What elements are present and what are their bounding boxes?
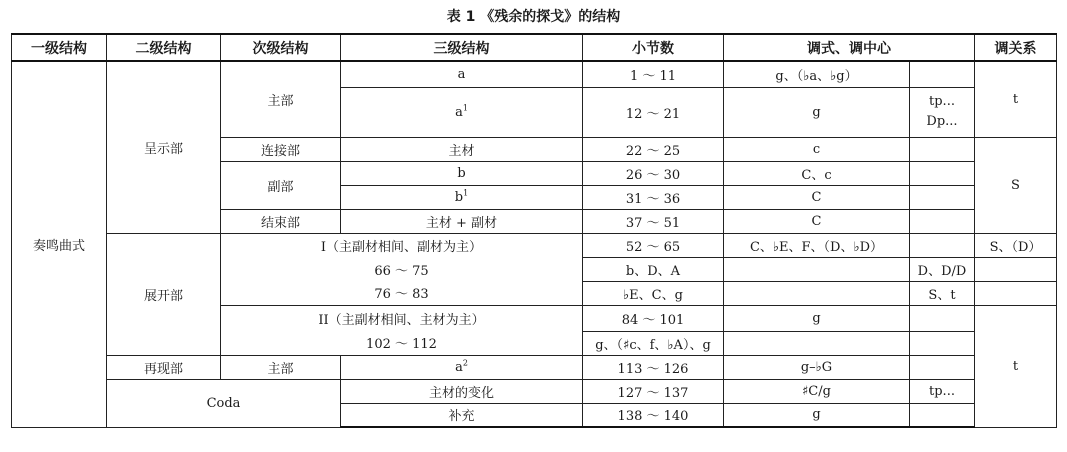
header-relation: 调关系	[975, 34, 1057, 61]
cell-level3-a2	[341, 355, 583, 379]
cell-center	[910, 403, 975, 427]
cell-level3-transition: 主材	[341, 137, 583, 161]
cell-bars: 22 ～ 25	[583, 137, 724, 161]
cell-key: C	[724, 185, 910, 209]
cell-center	[910, 61, 975, 87]
cell-dev2-line2: 102 ～ 112	[221, 331, 583, 355]
cell-center	[910, 233, 975, 257]
cell-relation	[975, 281, 1057, 305]
cell-level3-a: a	[341, 61, 583, 87]
cell-level3-b1	[341, 185, 583, 209]
table-title: 表 1 《残余的探戈》的结构	[446, 9, 621, 25]
cell-level3-coda2: 补充	[341, 403, 583, 427]
cell-bars: 37 ～ 51	[583, 209, 724, 233]
cell-center	[910, 305, 975, 331]
header-row	[12, 34, 1057, 61]
header-sublevel: 次级结构	[221, 34, 341, 61]
cell-closing: 结束部	[221, 209, 341, 233]
cell-key: ♯C/g	[724, 379, 910, 403]
center-line: Dp...	[926, 114, 958, 129]
cell-level3-closing: 主材 + 副材	[341, 209, 583, 233]
cell-level3-b: b	[341, 161, 583, 185]
cell-level3-a1	[341, 87, 583, 137]
cell-dev1-line2: 66 ～ 75	[221, 257, 583, 281]
cell-relation-s: S	[975, 137, 1057, 233]
cell-center	[910, 331, 975, 355]
cell-key: g	[724, 87, 910, 137]
cell-main-section: 主部	[221, 61, 341, 137]
cell-center	[910, 137, 975, 161]
b1-base: b	[454, 189, 464, 205]
cell-exposition: 呈示部	[107, 61, 221, 233]
cell-center: D、D/D	[910, 257, 975, 281]
a1-sup: 1	[462, 103, 468, 113]
cell-center: S、t	[910, 281, 975, 305]
b1-sup: 1	[463, 188, 469, 198]
cell-bars: 84 ～ 101	[583, 305, 724, 331]
cell-bars: 127 ～ 137	[583, 379, 724, 403]
cell-bars: 113 ～ 126	[583, 355, 724, 379]
cell-relation-t: t	[975, 61, 1057, 137]
cell-development: 展开部	[107, 233, 221, 355]
cell-recap-main: 主部	[221, 355, 341, 379]
cell-bars: 52 ～ 65	[583, 233, 724, 257]
cell-key: c	[724, 137, 910, 161]
cell-key: g	[724, 403, 910, 427]
cell-key	[724, 257, 910, 281]
cell-dev1-line1: I（主副材相间、副材为主）	[221, 233, 583, 257]
cell-key: g	[724, 305, 910, 331]
cell-relation	[975, 257, 1057, 281]
a2-sup: 2	[462, 358, 468, 368]
cell-center	[910, 161, 975, 185]
cell-center: tp...	[910, 379, 975, 403]
cell-key: C、♭E、F、（D、♭D）	[724, 233, 910, 257]
cell-level3-coda1: 主材的变化	[341, 379, 583, 403]
cell-key: g–♭G	[724, 355, 910, 379]
header-key: 调式、调中心	[724, 34, 975, 61]
cell-secondary: 副部	[221, 161, 341, 209]
a2-base: a	[455, 359, 463, 375]
cell-key	[724, 331, 910, 355]
cell-key	[724, 281, 910, 305]
cell-sonata-form: 奏鸣曲式	[12, 61, 107, 427]
table-row	[12, 355, 1057, 379]
cell-relation-t: t	[975, 305, 1057, 427]
a1-base: a	[455, 104, 463, 120]
cell-bars: g、（♯c、f、♭A）、g	[583, 331, 724, 355]
table-row	[12, 61, 1057, 87]
cell-bars: 12 ～ 21	[583, 87, 724, 137]
cell-relation: S、（D）	[975, 233, 1057, 257]
cell-bars: 26 ～ 30	[583, 161, 724, 185]
cell-key: C	[724, 209, 910, 233]
header-level1: 一级结构	[12, 34, 107, 61]
cell-key: g、（♭a、♭g）	[724, 61, 910, 87]
structure-table	[11, 33, 1057, 428]
cell-recap: 再现部	[107, 355, 221, 379]
cell-transition: 连接部	[221, 137, 341, 161]
header-bars: 小节数	[583, 34, 724, 61]
center-line: tp...	[929, 94, 955, 109]
cell-bars: 1 ～ 11	[583, 61, 724, 87]
cell-bars: 138 ～ 140	[583, 403, 724, 427]
cell-center	[910, 87, 975, 137]
cell-key: C、c	[724, 161, 910, 185]
table-row	[12, 233, 1057, 257]
cell-center	[910, 185, 975, 209]
cell-coda: Coda	[107, 379, 341, 427]
cell-center	[910, 355, 975, 379]
table-row	[12, 379, 1057, 403]
header-level3: 三级结构	[341, 34, 583, 61]
cell-bars: 31 ～ 36	[583, 185, 724, 209]
cell-dev2-line1: II（主副材相间、主材为主）	[221, 305, 583, 331]
cell-bars: b、D、A	[583, 257, 724, 281]
cell-bars: ♭E、C、g	[583, 281, 724, 305]
cell-dev1-line3: 76 ～ 83	[221, 281, 583, 305]
header-level2: 二级结构	[107, 34, 221, 61]
cell-center	[910, 209, 975, 233]
